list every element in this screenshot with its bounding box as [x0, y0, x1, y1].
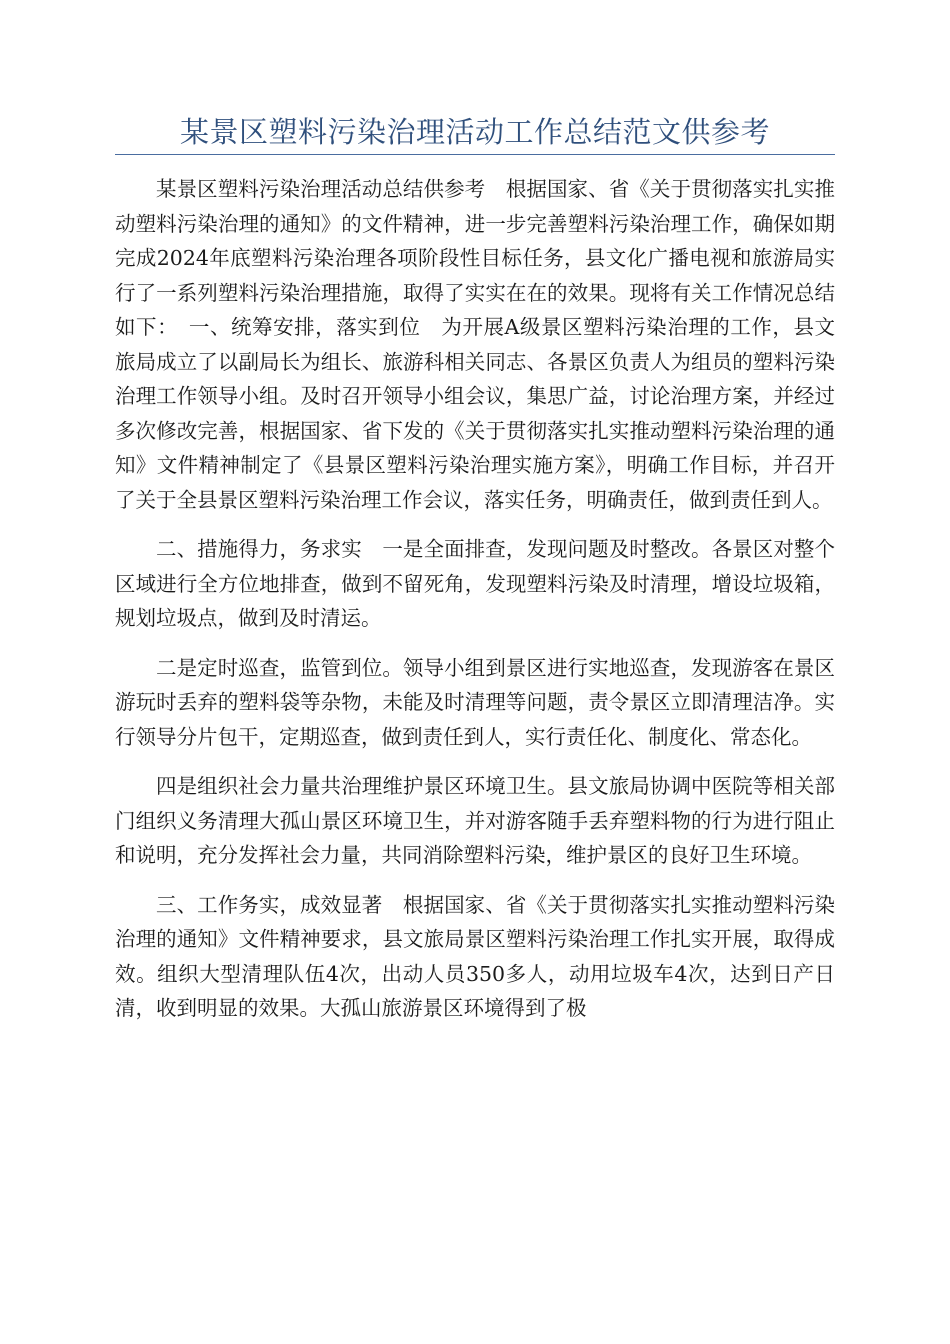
paragraph-5: 三、工作务实，成效显著 根据国家、省《关于贯彻落实扎实推动塑料污染治理的通知》文件精神要求，县文旅局景区塑料污染治理工作扎实开展，取得成效。组织大型清理队伍4次，出动人员350多人，动用垃圾车4次，达到日产日清，收到明显的效果。大孤山旅游景区环境得到了极 — [115, 892, 835, 1020]
title-underline — [115, 154, 835, 155]
document-title: 某景区塑料污染治理活动工作总结范文供参考 — [179, 115, 770, 149]
paragraph-2: 二、措施得力，务求实 一是全面排查，发现问题及时整改。各景区对整个区域进行全方位地排查，做到不留死角，发现塑料污染及时清理，增设垃圾箱，规划垃圾点，做到及时清运。 — [115, 537, 835, 630]
paragraph-1: 某景区塑料污染治理活动总结供参考 根据国家、省《关于贯彻落实扎实推动塑料污染治理的通知》的文件精神，进一步完善塑料污染治理工作，确保如期完成2024年底塑料污染治理各项阶段性目标任务，县文化广播电视和旅游局实行了一系列塑料污染治理措施，取得了实实在在的效果。现将有关工作情况总结如下： 一、统筹安排，落实到位 为开展A级景区塑料污染治理的工作，县文旅局成立了以副局长为组长、旅游科相关同志、各景区负责人为组员的塑料污染治理工作领导小组。及时召开领导小组会议，集思广益，讨论治理方案，并经过多次修改完善，根据国家、省下发的《关于贯彻落实扎实推动塑料污染治理的通知》文件精神制定了《县景区塑料污染治理实施方案》，明确工作目标，并召开了关于全县景区塑料污染治理工作会议，落实任务，明确责任，做到责任到人。 — [115, 177, 835, 512]
paragraph-3: 二是定时巡查，监管到位。领导小组到景区进行实地巡查，发现游客在景区游玩时丢弃的塑料袋等杂物，未能及时清理等问题，责令景区立即清理洁净。实行领导分片包干，定期巡查，做到责任到人，实行责任化、制度化、常态化。 — [115, 655, 835, 749]
document-body — [115, 172, 835, 1041]
paragraph-4: 四是组织社会力量共治理维护景区环境卫生。县文旅局协调中医院等相关部门组织义务清理大孤山景区环境卫生，并对游客随手丢弃塑料物的行为进行阻止和说明，充分发挥社会力量，共同消除塑料污染，维护景区的良好卫生环境。 — [115, 774, 835, 867]
